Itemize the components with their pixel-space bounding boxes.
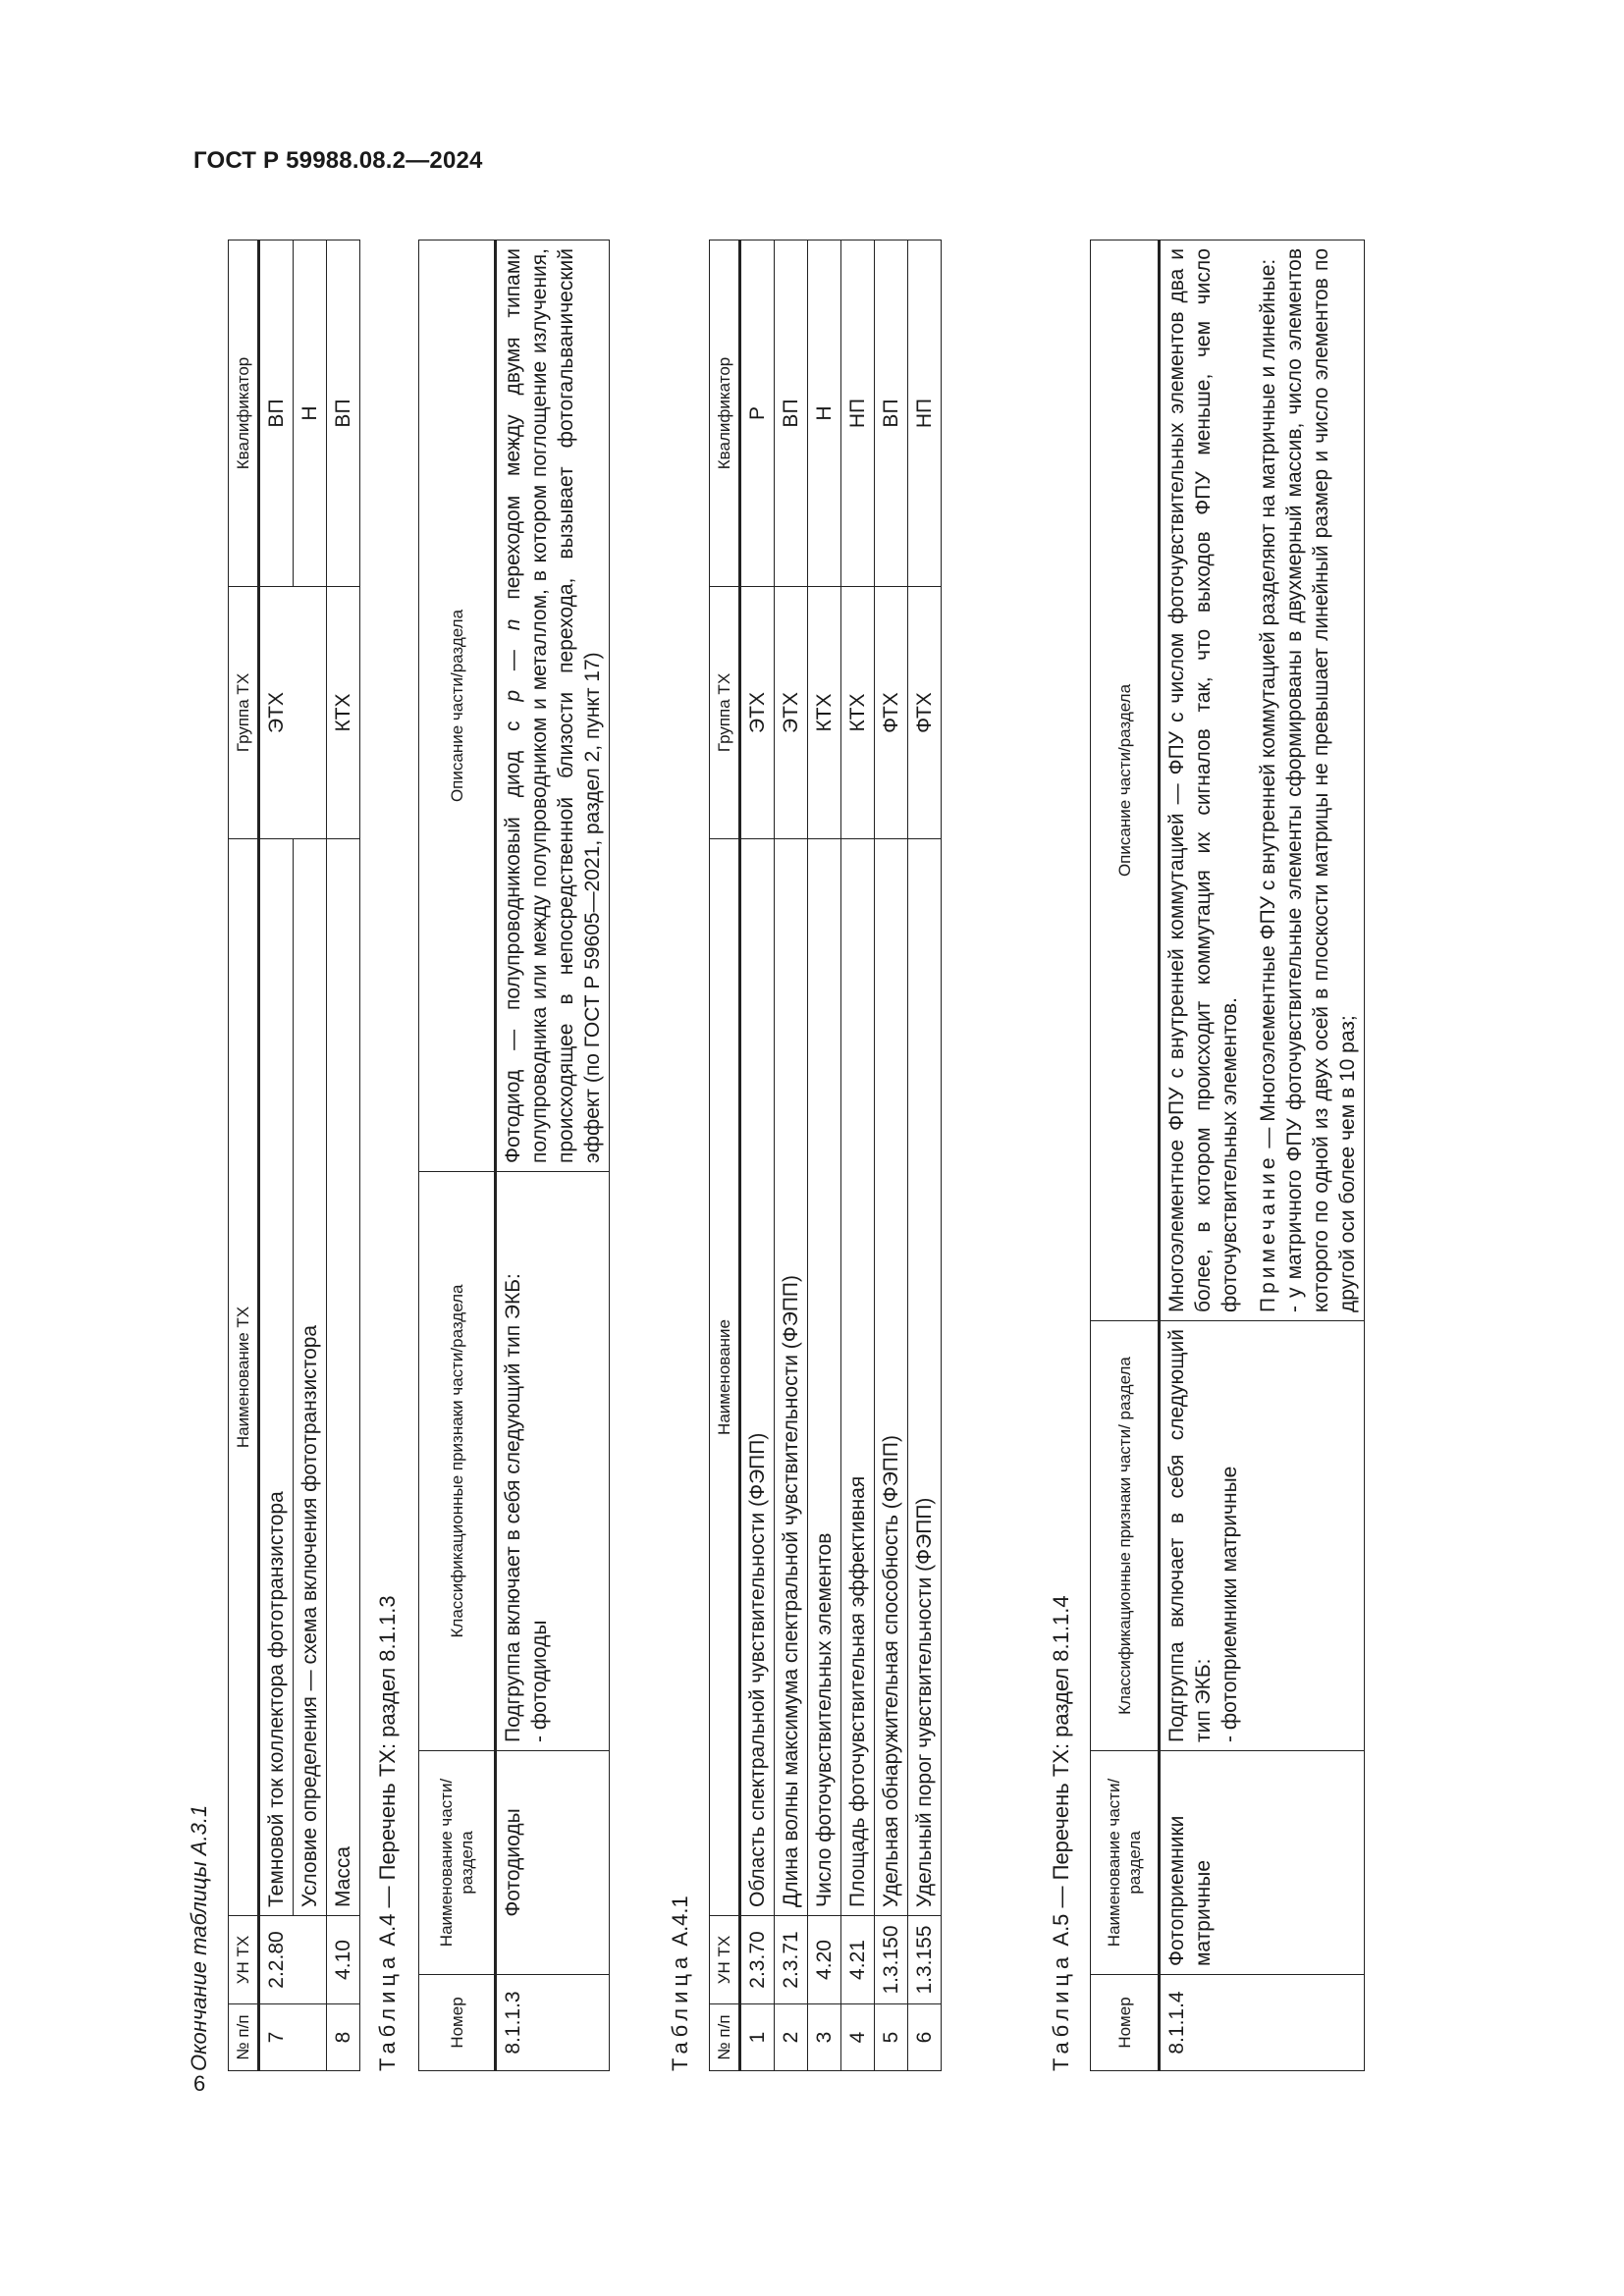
description-paragraph: Многоэлементное ФПУ с внутренней коммутацией — ФПУ с числом фоточувствительных элементов два и более, в котором происходит коммутация их сигналов так, что выходов ФПУ меньше, чем число фоточувствительных элементов. <box>1165 248 1241 1312</box>
row-number: 1 <box>740 2004 775 2071</box>
document-header: ГОСТ Р 59988.08.2—2024 <box>193 147 483 174</box>
table-a31-end <box>228 240 360 2071</box>
column-header: № п/п <box>229 2004 259 2071</box>
column-header: Наименование части/ раздела <box>1091 1751 1160 1975</box>
tx-group: ЭТХ <box>259 587 294 839</box>
tx-name: Темновой ток коллектора фототранзистора <box>259 839 294 1916</box>
tx-code: 1.3.150 <box>875 1916 908 2004</box>
tx-group: ФТХ <box>875 587 908 839</box>
tx-code: 4.20 <box>808 1916 841 2004</box>
table-a4 <box>418 240 610 2071</box>
table-a41 <box>709 240 942 2071</box>
tx-qualifier: Р <box>740 240 775 587</box>
tx-name: Условие определения — схема включения фототранзистора <box>294 839 327 1916</box>
column-header: Наименование ТХ <box>229 839 259 1916</box>
row-number: 6 <box>908 2004 942 2071</box>
tx-name: Удельный порог чувствительности (ФЭПП) <box>908 839 942 1916</box>
table-row <box>908 240 942 2071</box>
tx-group: КТХ <box>327 587 360 839</box>
column-header: № п/п <box>710 2004 740 2071</box>
column-header: УН ТХ <box>229 1916 259 2004</box>
column-header: Классификационные признаки части/раздела <box>419 1172 496 1751</box>
tx-qualifier: ВП <box>875 240 908 587</box>
tx-name: Область спектральной чувствительности (ФЭПП) <box>740 839 775 1916</box>
tx-qualifier: Н <box>808 240 841 587</box>
column-header: Группа ТХ <box>710 587 740 839</box>
column-header: Квалификатор <box>710 240 740 587</box>
tx-qualifier: НП <box>841 240 875 587</box>
table-a31-caption: Окончание таблицы А.3.1 <box>187 1804 211 2071</box>
tx-qualifier: ВП <box>259 240 294 587</box>
section-number: 8.1.1.3 <box>496 1975 610 2071</box>
tx-code: 2.3.70 <box>740 1916 775 2004</box>
table-row <box>808 240 841 2071</box>
section-classification: Подгруппа включает в себя следующий тип ЭКБ: - фотодиоды <box>496 1172 610 1751</box>
row-number: 3 <box>808 2004 841 2071</box>
tx-code: 2.2.80 <box>259 1916 294 2004</box>
row-number: 8 <box>327 2004 360 2071</box>
column-header: Наименование <box>710 839 740 1916</box>
tx-group: КТХ <box>808 587 841 839</box>
table-a5-caption: Таблица А.5 — Перечень ТХ: раздел 8.1.1.4 <box>1049 1595 1073 2071</box>
tx-qualifier: ВП <box>327 240 360 587</box>
section-description: Фотодиод — полупроводниковый диод с р — n переходом между двумя типами полупроводника или между полупроводником и металлом, в котором поглощение излучения, происходящее в непосредственной близости перехода, вызывает фотогальванический эффект (по ГОСТ Р 59605—2021, раздел 2, пункт 17) <box>496 240 610 1172</box>
section-number: 8.1.1.4 <box>1160 1975 1365 2071</box>
table-row <box>1160 240 1365 2071</box>
rotated-content <box>187 226 1492 2071</box>
row-number: 7 <box>259 2004 294 2071</box>
table-row <box>259 240 294 2071</box>
column-header: Классификационные признаки части/ раздела <box>1091 1321 1160 1751</box>
table-row <box>775 240 808 2071</box>
tx-qualifier: ВП <box>775 240 808 587</box>
tx-qualifier: НП <box>908 240 942 587</box>
tx-code: 4.10 <box>327 1916 360 2004</box>
description-note: Примечание — Многоэлементные ФПУ с внутренней коммутацией разделяют на матричные и линейные: - у матричного ФПУ фоточувствительные элементы сформированы в двухмерный массив, число элементов которого по одной из двух осей в плоскости матрицы не превышает линейный размер и число элементов по другой оси более чем в 10 раз; <box>1257 248 1359 1312</box>
tx-name: Масса <box>327 839 360 1916</box>
tx-code: 4.21 <box>841 1916 875 2004</box>
row-number: 2 <box>775 2004 808 2071</box>
column-header: Описание части/раздела <box>419 240 496 1172</box>
table-a4-caption: Таблица А.4 — Перечень ТХ: раздел 8.1.1.3 <box>375 1595 400 2071</box>
row-number: 5 <box>875 2004 908 2071</box>
tx-group: КТХ <box>841 587 875 839</box>
tx-qualifier: Н <box>294 240 327 587</box>
tx-group: ЭТХ <box>775 587 808 839</box>
table-row <box>740 240 775 2071</box>
section-description <box>1160 240 1365 1321</box>
tx-code: 1.3.155 <box>908 1916 942 2004</box>
section-classification: Подгруппа включает в себя следующий тип ЭКБ: - фотоприемники матричные <box>1160 1321 1365 1751</box>
tx-group: ФТХ <box>908 587 942 839</box>
table-row <box>294 240 327 2071</box>
row-number: 4 <box>841 2004 875 2071</box>
tx-name: Площадь фоточувствительная эффективная <box>841 839 875 1916</box>
tx-group: ЭТХ <box>740 587 775 839</box>
table-a41-caption: Таблица А.4.1 <box>668 1896 692 2071</box>
table-row <box>841 240 875 2071</box>
table-row <box>327 240 360 2071</box>
table-row <box>496 240 610 2071</box>
tx-name: Число фоточувствительных элементов <box>808 839 841 1916</box>
tx-code: 2.3.71 <box>775 1916 808 2004</box>
column-header: Квалификатор <box>229 240 259 587</box>
column-header: Номер <box>1091 1975 1160 2071</box>
section-name: Фотодиоды <box>496 1751 610 1975</box>
table-row <box>875 240 908 2071</box>
section-name: Фотоприемники матричные <box>1160 1751 1365 1975</box>
column-header: УН ТХ <box>710 1916 740 2004</box>
column-header: Наименование части/раздела <box>419 1751 496 1975</box>
page-number: 6 <box>193 2071 206 2096</box>
tx-name: Длина волны максимума спектральной чувствительности (ФЭПП) <box>775 839 808 1916</box>
column-header: Номер <box>419 1975 496 2071</box>
table-a5 <box>1090 240 1365 2071</box>
column-header: Группа ТХ <box>229 587 259 839</box>
column-header: Описание части/раздела <box>1091 240 1160 1321</box>
tx-name: Удельная обнаружительная способность (ФЭПП) <box>875 839 908 1916</box>
